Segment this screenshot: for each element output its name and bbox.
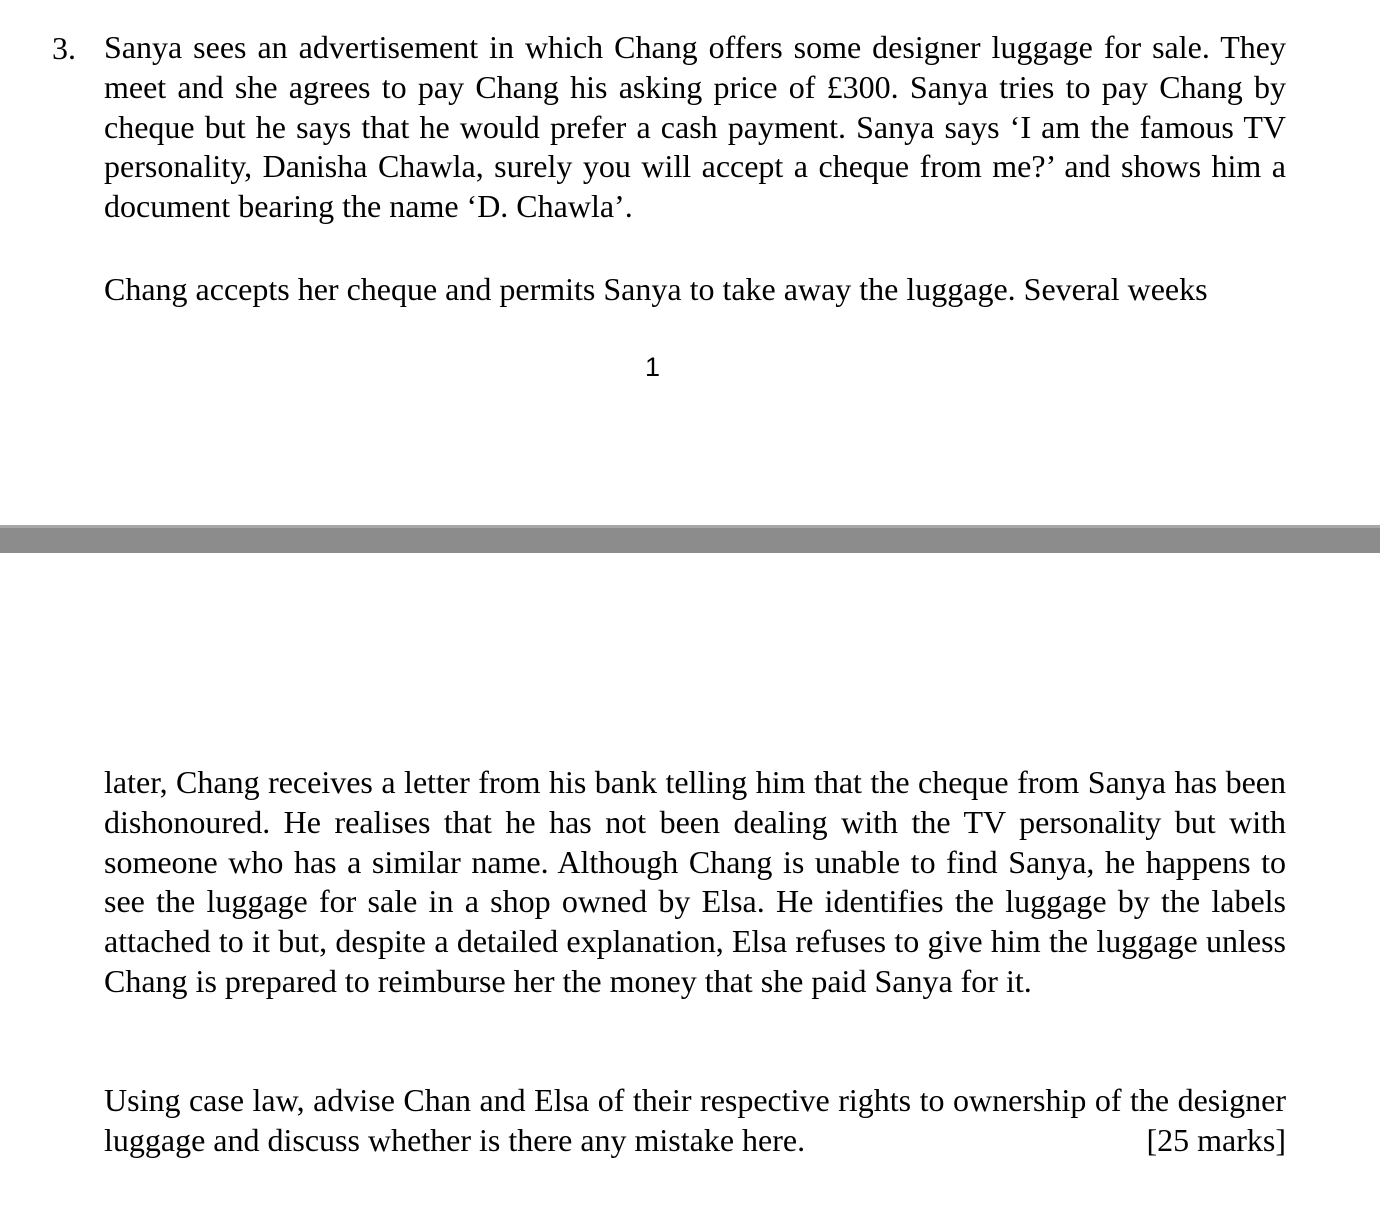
question-number: 3. (52, 30, 76, 66)
question-paragraph-1: Sanya sees an advertisement in which Chang offers some designer luggage for sale. They meet and she agrees to pay Chang his asking price of £300. Sanya tries to pay Chang by cheque but he says that he would prefer a cash payment. Sanya says ‘I am the famous TV personality, Danisha Chawla, surely you will accept a cheque from me?’ and shows him a document bearing the name ‘D. Chawla’. (104, 29, 1286, 225)
page-separator (0, 525, 1380, 553)
question-instruction: Using case law, advise Chan and Elsa of their respective rights to ownership of the designer luggage and discuss whether is there any mistake here. (104, 1082, 1286, 1158)
document-page-2 (0, 553, 1380, 1212)
marks-label: [25 marks] (1146, 1121, 1286, 1158)
question-paragraph-2-continued: later, Chang receives a letter from his bank telling him that the cheque from Sanya has been dishonoured. He realises that he has not been dealing with the TV personality but with someone who has a similar name. Although Chang is unable to find Sanya, he happens to see the luggage for sale in a shop owned by Elsa. He identifies the luggage by the labels attached to it but, despite a detailed explanation, Elsa refuses to give him the luggage unless Chang is prepared to reimburse her the money that she paid Sanya for it. (104, 764, 1286, 999)
question-paragraph-2-start: Chang accepts her cheque and permits Sanya to take away the luggage. Several weeks (104, 271, 1208, 307)
document-page-1 (0, 0, 1380, 525)
question-paragraph-3 (104, 1081, 1286, 1161)
page-number: 1 (644, 352, 661, 382)
